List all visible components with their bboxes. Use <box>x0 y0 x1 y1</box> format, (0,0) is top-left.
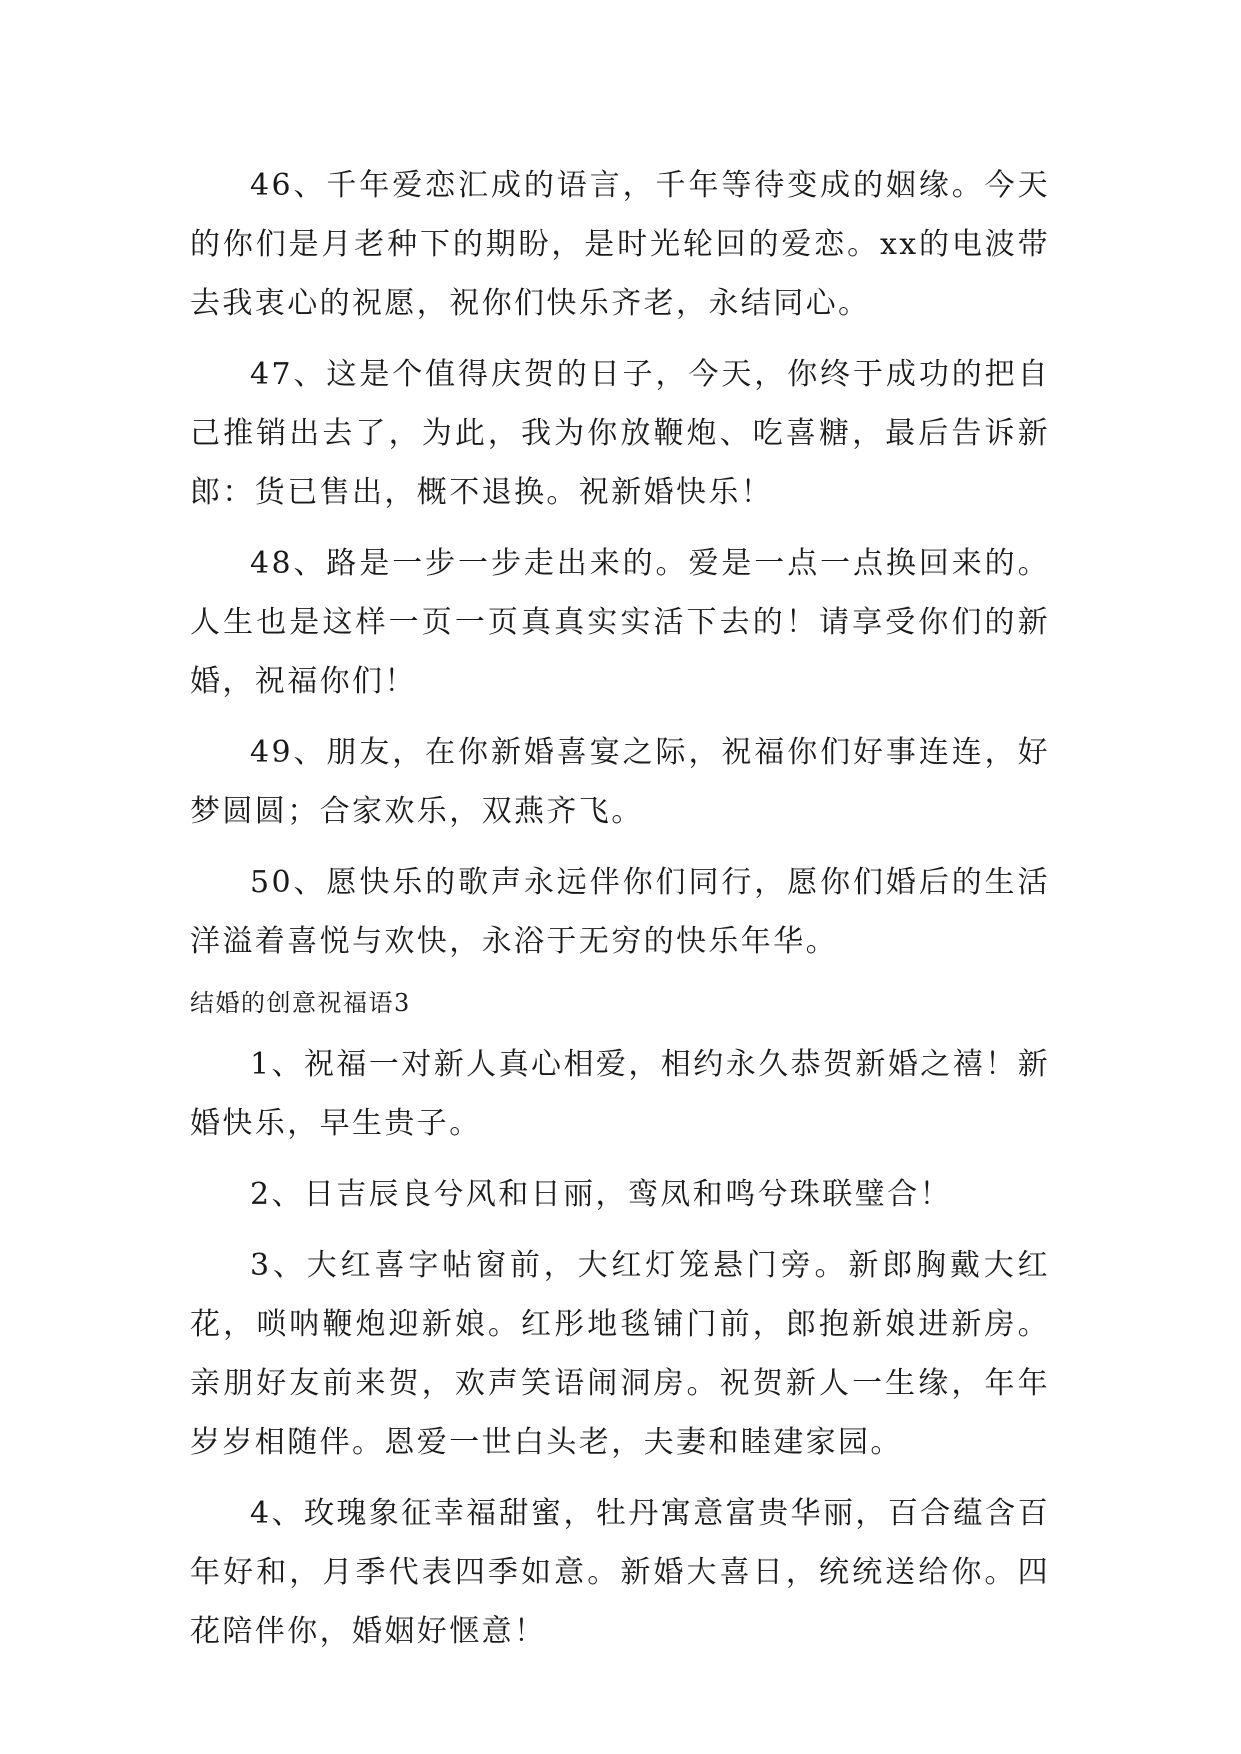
paragraph-47: 47、这是个值得庆贺的日子，今天，你终于成功的把自己推销出去了，为此，我为你放鞭炮、吃喜糖，最后告诉新郎：货已售出，概不退换。祝新婚快乐！ <box>190 357 1050 510</box>
document-body <box>190 156 1050 1673</box>
paragraph-4: 4、玫瑰象征幸福甜蜜，牡丹寓意富贵华丽，百合蕴含百年好和，月季代表四季如意。新婚大喜日，统统送给你。四花陪伴你，婚姻好惬意！ <box>190 1496 1050 1649</box>
section-heading: 结婚的创意祝福语3 <box>190 989 411 1017</box>
paragraph-49: 49、朋友，在你新婚喜宴之际，祝福你们好事连连，好梦圆圆；合家欢乐，双燕齐飞。 <box>190 735 1050 829</box>
paragraph-46: 46、千年爱恋汇成的语言，千年等待变成的姻缘。今天的你们是月老种下的期盼，是时光轮回的爱恋。xx的电波带去我衷心的祝愿，祝你们快乐齐老，永结同心。 <box>190 168 1050 321</box>
paragraph-1: 1、祝福一对新人真心相爱，相约永久恭贺新婚之禧！新婚快乐，早生贵子。 <box>190 1047 1050 1141</box>
paragraph-2: 2、日吉辰良兮风和日丽，鸾凤和鸣兮珠联璧合！ <box>250 1177 952 1212</box>
paragraph-3: 3、大红喜字帖窗前，大红灯笼悬门旁。新郎胸戴大红花，唢呐鞭炮迎新娘。红彤地毯铺门前，郎抱新娘进新房。亲朋好友前来贺，欢声笑语闹洞房。祝贺新人一生缘，年年岁岁相随伴。恩爱一世白头老，夫妻和睦建家园。 <box>190 1248 1050 1460</box>
paragraph-48: 48、路是一步一步走出来的。爱是一点一点换回来的。人生也是这样一页一页真真实实活下去的！请享受你们的新婚，祝福你们！ <box>190 546 1050 699</box>
paragraph-50: 50、愿快乐的歌声永远伴你们同行，愿你们婚后的生活洋溢着喜悦与欢快，永浴于无穷的快乐年华。 <box>190 865 1050 959</box>
